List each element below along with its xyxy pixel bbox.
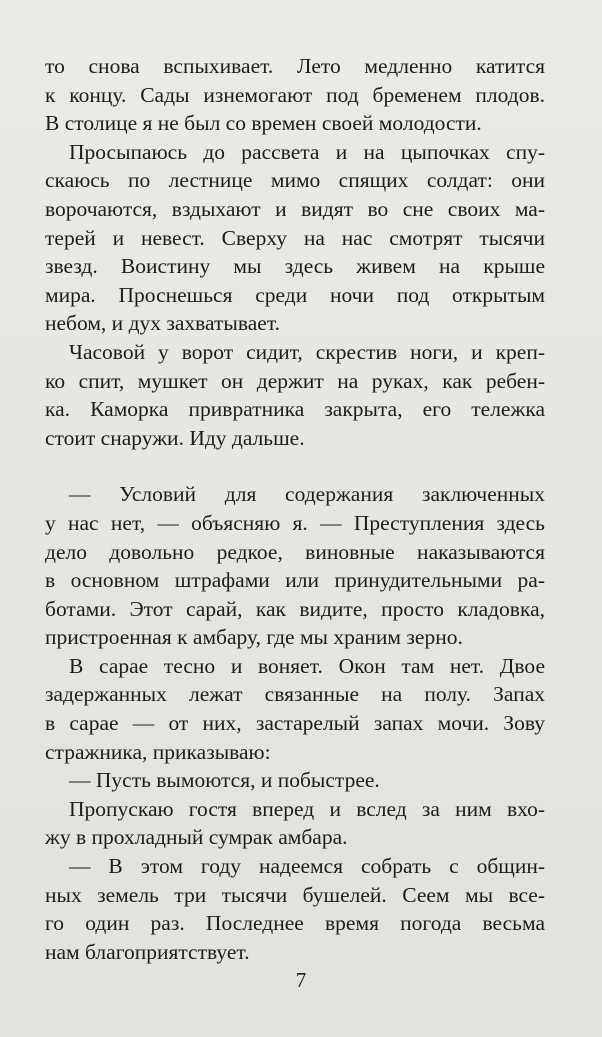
paragraph — [45, 138, 545, 338]
text-line: В сарае тесно и воняет. Окон там нет. Двое — [69, 653, 545, 678]
text-line: у нас нет, — объясняю я. — Преступления здесь — [45, 510, 545, 535]
body-text — [45, 52, 545, 966]
text-line: пристроенная к амбару, где мы храним зерно. — [45, 625, 463, 650]
paragraph — [45, 52, 545, 138]
paragraph — [45, 338, 545, 452]
text-line: то снова вспыхивает. Лето медленно катится — [45, 54, 545, 78]
paragraph — [45, 795, 545, 852]
text-line: жу в прохладный сумрак амбара. — [45, 825, 348, 850]
text-line: ботами. Этот сарай, как видите, просто кладовка, — [45, 596, 545, 621]
text-line: В столице я не был со времен своей молодости. — [45, 111, 482, 136]
paragraph — [45, 480, 545, 652]
text-line: Просыпаюсь до рассвета и на цыпочках спу- — [69, 139, 545, 164]
text-line: задержанных лежат связанные на полу. Запах — [45, 682, 545, 707]
text-line: го один раз. Последнее время погода весьма — [45, 911, 545, 936]
text-line: в основном штрафами или принудительными ра- — [45, 568, 545, 593]
text-line: мира. Проснешься среди ночи под открытым — [45, 282, 545, 307]
text-line: нам благоприятствует. — [45, 939, 250, 964]
text-line: терей и невест. Сверху на нас смотрят тысячи — [45, 225, 545, 250]
text-line: — Пусть вымоются, и побыстрее. — [69, 768, 380, 793]
text-line: — В этом году надеемся собрать с общин- — [69, 854, 545, 879]
text-line: — Условий для содержания заключенных — [69, 482, 545, 507]
section-gap — [45, 452, 545, 480]
text-line: ка. Каморка привратника закрыта, его тележка — [45, 397, 545, 422]
text-line: скаюсь по лестнице мимо спящих солдат: они — [45, 168, 545, 193]
text-line: ных земель три тысячи бушелей. Сеем мы все- — [45, 882, 545, 907]
paragraph — [45, 852, 545, 966]
text-line: дело довольно редкое, виновные наказываются — [45, 539, 545, 564]
text-line: ворочаются, вздыхают и видят во сне своих ма- — [45, 196, 545, 221]
text-line: небом, и дух захватывает. — [45, 311, 280, 336]
text-line: стоит снаружи. Иду дальше. — [45, 425, 305, 450]
text-line: звезд. Воистину мы здесь живем на крыше — [45, 254, 545, 279]
text-line: в сарае — от них, застарелый запах мочи. Зову — [45, 711, 545, 736]
text-line: стражника, приказываю: — [45, 739, 271, 764]
page-number: 7 — [295, 968, 307, 992]
text-line: к концу. Сады изнемогают под бременем плодов. — [45, 82, 545, 107]
paragraph — [45, 652, 545, 766]
text-line: ко спит, мушкет он держит на руках, как ребен- — [45, 368, 545, 393]
text-line: Пропускаю гостя вперед и вслед за ним вхо- — [69, 796, 545, 821]
text-line: Часовой у ворот сидит, скрестив ноги, и креп- — [69, 339, 545, 364]
paragraph — [45, 766, 545, 795]
